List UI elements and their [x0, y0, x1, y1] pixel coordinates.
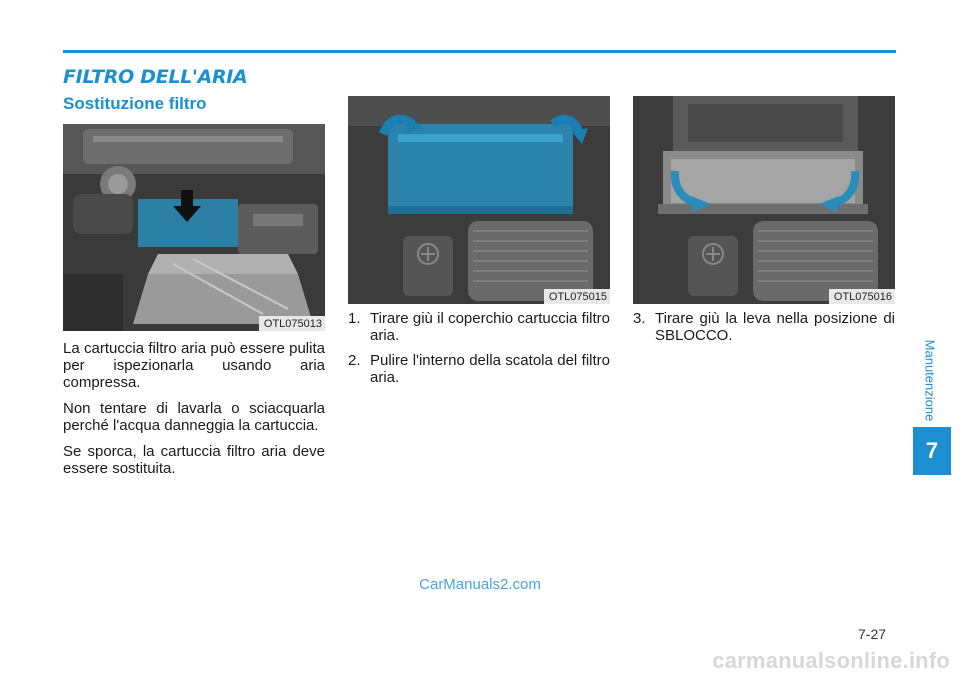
chapter-side-label — [916, 330, 944, 430]
subsection-title: Sostituzione filtro — [63, 94, 207, 113]
site-watermark: carmanualsonline.info — [712, 648, 950, 673]
column-2-text — [348, 310, 610, 394]
step-text: Tirare giù la leva nella posizione di SBLOCCO. — [655, 310, 895, 344]
filter-cover-illustration — [348, 96, 610, 304]
paragraph: Non tentare di lavarla o sciacquarla perché l'acqua danneggia la cartuccia. — [63, 400, 325, 434]
steps-list — [633, 310, 895, 344]
figure-code: OTL075013 — [259, 316, 325, 331]
figure-engine-bay — [63, 124, 325, 331]
figure-code: OTL075015 — [544, 289, 610, 304]
step-text: Pulire l'interno della scatola del filtro aria. — [370, 352, 610, 386]
chapter-number-tab: 7 — [913, 427, 951, 475]
chapter-name: Manutenzione — [922, 339, 938, 421]
page-number: 7-27 — [858, 626, 887, 642]
step-number: 2. — [348, 352, 361, 369]
step-number: 3. — [633, 310, 646, 327]
column-1-text — [63, 340, 325, 486]
section-title: FILTRO DELL'ARIA — [63, 66, 248, 88]
step-text: Tirare giù il coperchio cartuccia filtro aria. — [370, 310, 610, 344]
steps-list — [348, 310, 610, 386]
watermark-link[interactable]: CarManuals2.com — [419, 576, 541, 593]
step-item — [348, 352, 610, 386]
figure-filter-cover — [348, 96, 610, 304]
step-item — [348, 310, 610, 344]
engine-bay-illustration — [63, 124, 325, 331]
step-item — [633, 310, 895, 344]
step-number: 1. — [348, 310, 361, 327]
paragraph: Se sporca, la cartuccia filtro aria deve essere sostituita. — [63, 443, 325, 477]
column-3-text — [633, 310, 895, 352]
header-rule — [63, 50, 896, 53]
paragraph: La cartuccia filtro aria può essere pulita per ispezionarla usando aria compressa. — [63, 340, 325, 391]
figure-code: OTL075016 — [829, 289, 895, 304]
lever-illustration — [633, 96, 895, 304]
figure-lever — [633, 96, 895, 304]
